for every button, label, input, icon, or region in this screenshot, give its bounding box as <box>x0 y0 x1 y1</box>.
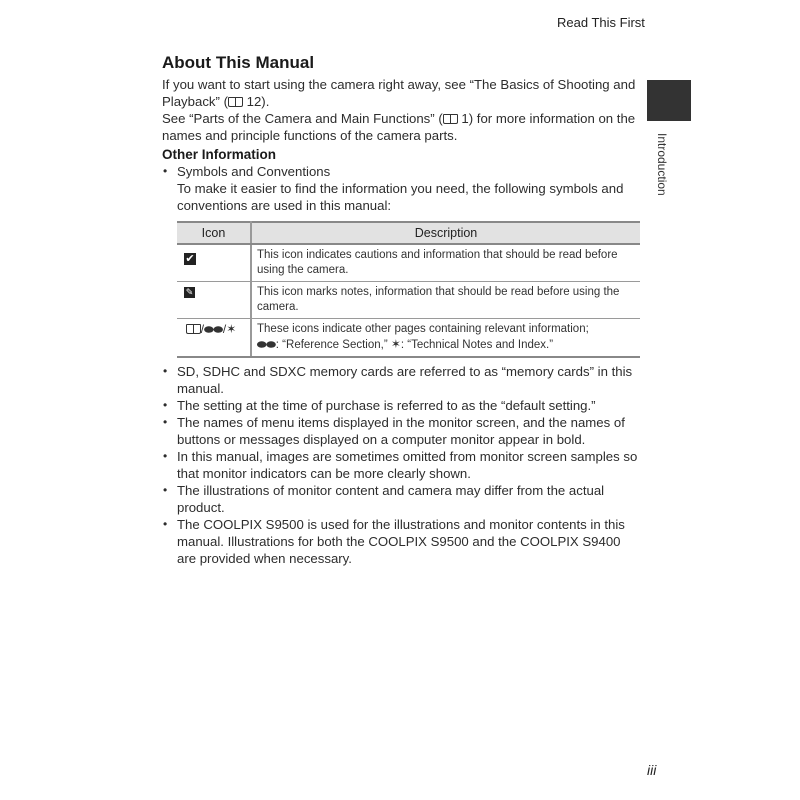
intro-page-ref: 1) for more information on the names and principle functions of the camera parts. <box>162 111 636 143</box>
separator: / <box>222 322 227 336</box>
description-text: : “Technical Notes and Index.” <box>400 339 554 351</box>
list-item: • The COOLPIX S9500 is used for the illustrations and monitor contents in this manual. Illustrations for both the COOLPIX S9500 and the COOLPIX S9400 are provided when necessary. <box>162 516 642 567</box>
intro-paragraph-2 <box>162 110 642 144</box>
intro-text: If you want to start using the camera right away, see “The Basics of Shooting and Playback” ( <box>162 77 636 109</box>
description-cell <box>251 319 640 358</box>
intro-page-ref: 12). <box>242 94 270 109</box>
list-item: • The illustrations of monitor content and camera may differ from the actual product. <box>162 482 642 516</box>
column-header-icon: Icon <box>177 222 251 244</box>
page-content <box>162 52 642 567</box>
note-pencil-icon: ✎ <box>185 287 194 297</box>
list-item: • The names of menu items displayed in the monitor screen, and the names of buttons or messages displayed on a computer monitor appear in bold. <box>162 414 642 448</box>
tips-icon: ✶ <box>226 322 237 336</box>
description-cell: This icon marks notes, information that should be read before using the camera. <box>251 282 640 319</box>
table-row <box>177 282 640 319</box>
tips-icon: ✶ <box>390 337 401 351</box>
table-row <box>177 319 640 358</box>
book-icon <box>443 114 458 124</box>
page-title: About This Manual <box>162 53 315 72</box>
list-item: • SD, SDHC and SDXC memory cards are referred to as “memory cards” in this manual. <box>162 363 642 397</box>
separator: / <box>200 322 205 336</box>
intro-text: See “Parts of the Camera and Main Functions” ( <box>162 111 443 126</box>
book-icon <box>186 324 201 334</box>
list-item <box>162 163 642 214</box>
binoculars-icon: ⬬⬬ <box>257 339 276 351</box>
icon-cell <box>177 282 251 319</box>
description-text: These icons indicate other pages containing relevant information; <box>257 323 589 335</box>
icon-cell <box>177 319 251 358</box>
symbols-list <box>162 163 642 214</box>
list-item: • The setting at the time of purchase is referred to as the “default setting.” <box>162 397 642 414</box>
list-item-title: Symbols and Conventions <box>177 164 331 179</box>
description-text: : “Reference Section,” <box>275 339 391 351</box>
list-item-desc: To make it easier to find the information you need, the following symbols and conventions are used in this manual: <box>177 181 624 213</box>
table-header-row <box>177 222 640 244</box>
description-cell: This icon indicates cautions and information that should be read before using the camera. <box>251 244 640 282</box>
binoculars-icon: ⬬⬬ <box>204 324 223 336</box>
section-tab-block <box>647 80 691 121</box>
section-heading: Other Information <box>162 147 276 162</box>
running-head: Read This First <box>557 15 645 30</box>
symbols-table <box>177 221 640 358</box>
table-row <box>177 244 640 282</box>
intro-paragraph-1 <box>162 76 642 110</box>
conventions-list <box>162 363 642 567</box>
icon-cell <box>177 244 251 282</box>
caution-check-icon: ✔ <box>185 253 195 265</box>
list-item: • In this manual, images are sometimes omitted from monitor screen samples so that monitor indicators can be more clearly shown. <box>162 448 642 482</box>
column-header-description: Description <box>251 222 640 244</box>
book-icon <box>228 97 243 107</box>
page-number: iii <box>647 762 657 778</box>
section-tab-label: Introduction <box>655 133 669 196</box>
